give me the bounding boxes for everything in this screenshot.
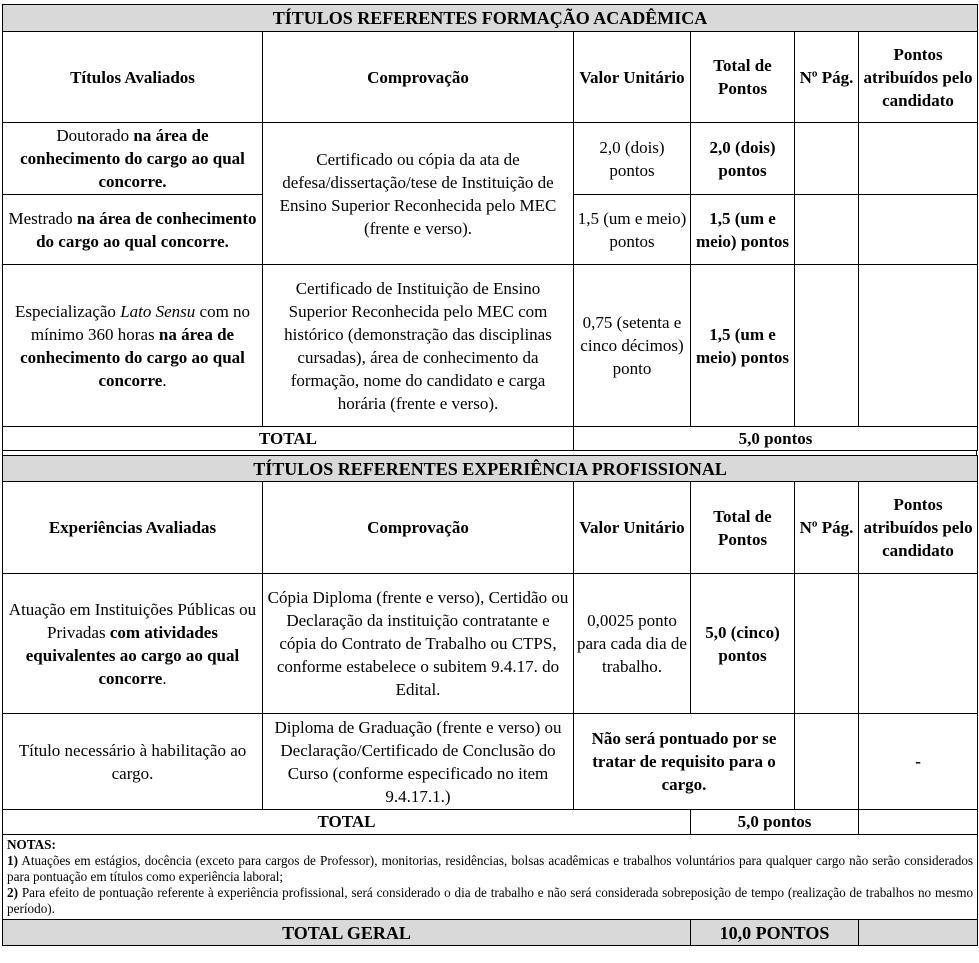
pag-cell: [795, 574, 859, 714]
academic-total-label: TOTAL: [3, 427, 574, 451]
comprovacao-cell: Certificado de Instituição de Ensino Superior Reconhecida pelo MEC com histórico (demonstração das disciplinas cursadas), área de conhecimento da formação, nome do candidato e carga horária (frente e verso).: [263, 265, 574, 427]
header-comprovacao: Comprovação: [263, 482, 574, 574]
academic-table: [2, 4, 978, 451]
header-titulos: Títulos Avaliados: [3, 32, 263, 123]
grand-total-blank: [859, 920, 978, 946]
table-row: [3, 265, 978, 427]
titulo-cell: [3, 574, 263, 714]
pag-cell: [795, 265, 859, 427]
experience-header-row: [3, 482, 978, 574]
pontos-cell: [859, 195, 978, 265]
pag-cell: [795, 123, 859, 195]
table-row: [3, 714, 978, 810]
pag-cell: [795, 714, 859, 810]
header-pag: Nº Pág.: [795, 32, 859, 123]
titulo-text: Mestrado: [8, 208, 77, 228]
titulo-cell: [3, 123, 263, 195]
titles-evaluation-document: [2, 4, 977, 946]
titulo-text: Doutorado: [56, 126, 134, 145]
academic-header-row: [3, 32, 978, 123]
experience-total-row: [3, 810, 978, 835]
notes-title: NOTAS:: [7, 837, 56, 852]
header-comprovacao: Comprovação: [263, 32, 574, 123]
titulo-cell: [3, 265, 263, 427]
notes-cell: [3, 835, 978, 920]
valor-cell: 1,5 (um e meio) pontos: [574, 195, 691, 265]
titulo-bold-text: na área de conhecimento do cargo ao qual concorre: [20, 324, 245, 390]
header-valor: Valor Unitário: [574, 482, 691, 574]
grand-total-row: [3, 920, 978, 946]
header-pontos: Pontos atribuídos pelo candidato: [859, 32, 978, 123]
note-item: [7, 885, 973, 917]
header-titulos: Experiências Avaliadas: [3, 482, 263, 574]
nao-pontuado-cell: Não será pontuado por se tratar de requisito para o cargo.: [574, 714, 795, 810]
titulo-text: Atuação em Instituições Públicas ou Privadas: [8, 599, 257, 642]
titulo-text: Especialização: [14, 301, 121, 321]
experience-total-blank: [859, 810, 978, 835]
valor-cell: 2,0 (dois) pontos: [574, 123, 691, 195]
pag-cell: [795, 195, 859, 265]
note-text: Para efeito de pontuação referente à experiência profissional, será considerado o dia de trabalho e não será considerada sobreposição de tempo (realização de trabalhos no mesmo período).: [7, 885, 974, 916]
pontos-cell: -: [859, 714, 978, 810]
titulo-bold-text: na área de conhecimento do cargo ao qual concorre.: [36, 208, 257, 251]
grand-total-label: TOTAL GERAL: [3, 920, 691, 946]
total-cell: 1,5 (um e meio) pontos: [691, 195, 795, 265]
header-pontos: Pontos atribuídos pelo candidato: [859, 482, 978, 574]
pontos-cell: [859, 574, 978, 714]
titulo-italic-text: Lato Sensu: [120, 301, 196, 321]
pontos-cell: [859, 265, 978, 427]
pontos-cell: [859, 123, 978, 195]
titulo-end-text: .: [162, 668, 167, 688]
academic-section-title: TÍTULOS REFERENTES FORMAÇÃO ACADÊMICA: [3, 5, 978, 32]
titulo-mid-text: com no mínimo 360 horas: [30, 301, 251, 344]
comprovacao-cell: Cópia Diploma (frente e verso), Certidão ou Declaração da instituição contratante e cópia do Contrato de Trabalho ou CTPS, conforme estabelece o subitem 9.4.17. do Edital.: [263, 574, 574, 714]
header-total: Total de Pontos: [691, 482, 795, 574]
table-row: [3, 574, 978, 714]
comprovacao-cell: Diploma de Graduação (frente e verso) ou Declaração/Certificado de Conclusão do Curso (conforme especificado no item 9.4.17.1.): [263, 714, 574, 810]
total-cell: 1,5 (um e meio) pontos: [691, 265, 795, 427]
titulo-bold-text: na área de conhecimento do cargo ao qual concorre.: [20, 126, 245, 191]
note-text: Atuações em estágios, docência (exceto para cargos de Professor), monitorias, residências, bolsas acadêmicas e trabalhos voluntários para qualquer cargo não serão considerados para pontuação em títulos como experiência laboral;: [7, 853, 974, 884]
titulo-cell: [3, 195, 263, 265]
experience-section-title: TÍTULOS REFERENTES EXPERIÊNCIA PROFISSIONAL: [3, 456, 978, 482]
comprovacao-cell: Certificado ou cópia da ata de defesa/dissertação/tese de Instituição de Ensino Superior Reconhecida pelo MEC (frente e verso).: [263, 123, 574, 265]
header-valor: Valor Unitário: [574, 32, 691, 123]
notes-row: [3, 835, 978, 920]
total-cell: 2,0 (dois) pontos: [691, 123, 795, 195]
valor-cell: 0,0025 ponto para cada dia de trabalho.: [574, 574, 691, 714]
header-total: Total de Pontos: [691, 32, 795, 123]
academic-total-value: 5,0 pontos: [574, 427, 978, 451]
total-cell: 5,0 (cinco) pontos: [691, 574, 795, 714]
note-number: 2): [7, 885, 18, 900]
note-item: [7, 853, 973, 885]
experience-total-value: 5,0 pontos: [691, 810, 859, 835]
academic-total-row: [3, 427, 978, 451]
experience-total-label: TOTAL: [3, 810, 691, 835]
note-number: 1): [7, 853, 18, 868]
titulo-end-text: .: [162, 370, 167, 390]
valor-cell: 0,75 (setenta e cinco décimos) ponto: [574, 265, 691, 427]
titulo-cell: Título necessário à habilitação ao cargo.: [3, 714, 263, 810]
experience-table: [2, 455, 978, 946]
grand-total-value: 10,0 PONTOS: [691, 920, 859, 946]
titulo-bold-text: com atividades equivalentes ao cargo ao qual concorre: [25, 622, 240, 688]
header-pag: Nº Pág.: [795, 482, 859, 574]
table-row: [3, 123, 978, 195]
